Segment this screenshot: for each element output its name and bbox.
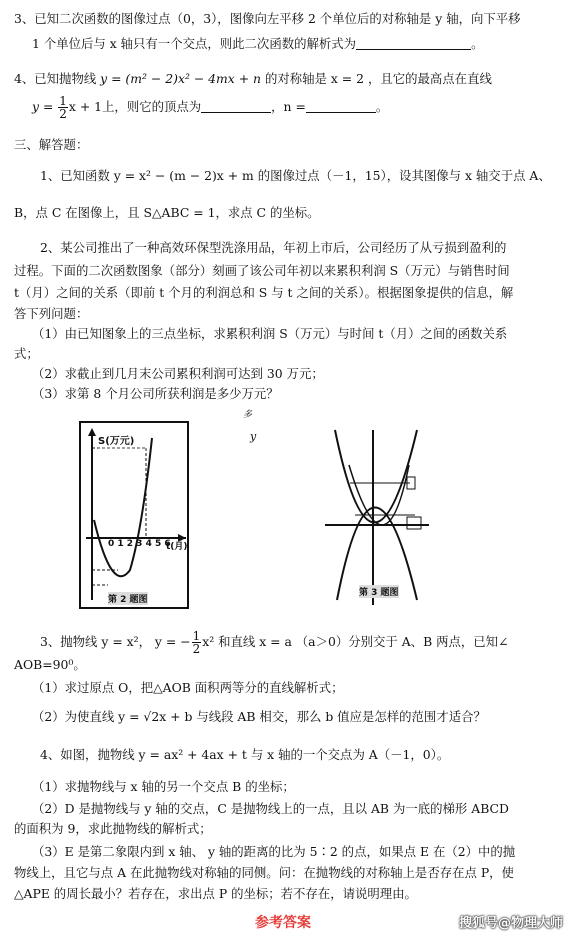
profit-graph: [78, 420, 190, 610]
n-blank: [306, 100, 376, 113]
p2-sub1b: 式；: [14, 346, 39, 361]
p2-line4: 答下列问题：: [14, 306, 89, 321]
p4-sub3a: （3）E 是第二象限内到 x 轴、 y 轴的距离的比为 5∶2 的点，如果点 E 在（2）中的抛: [32, 844, 516, 859]
p4-sub3b: 物线上，且它与点 A 在此抛物线对称轴的同侧。问：在抛物线的对称轴上是否存在点 P，使: [14, 865, 514, 880]
p2-sub2: （2）求截止到几月末公司累积利润可达到 30 万元；: [32, 366, 324, 381]
p4-line1: 4、如图，抛物线 y = ax² + 4ax + t 与 x 轴的一个交点为 A（－1，0）。: [40, 747, 450, 762]
p3-text-post: x² 和直线 x = a （a＞0）分别交于 A、B 两点，已知∠: [202, 634, 509, 649]
figure-mark-y: y: [250, 430, 257, 443]
parabola-graph: [325, 425, 430, 610]
p3-text: 3、抛物线 y = x²， y = −: [40, 634, 191, 649]
fraction-denominator: 2: [59, 107, 67, 121]
p1-line2: B，点 C 在图像上，且 S△ABC = 1，求点 C 的坐标。: [14, 205, 320, 220]
fraction-numerator: 1: [59, 94, 67, 108]
q4-text-post: 的对称轴是 x = 2 ，且它的最高点在直线: [261, 71, 492, 86]
fraction-numerator: 1: [192, 629, 201, 643]
q3-line2-text: 1 个单位后与 x 轴只有一个交点，则此二次函数的解析式为: [32, 36, 357, 51]
watermark: 搜狐号@物理大师: [458, 916, 563, 931]
q4-n-label: ，n =: [271, 99, 306, 114]
p3-sub1: （1）求过原点 O，把△AOB 面积两等分的直线解析式；: [32, 680, 344, 695]
answer-title: 参考答案: [255, 915, 311, 931]
p4-sub2b: 的面积为 9，求此抛物线的解析式；: [14, 821, 212, 836]
s-axis-label: S(万元): [98, 436, 135, 447]
q4-expression: y = (m² − 2)x² − 4mx + n: [100, 71, 262, 86]
p2-sub3: （3）求第 8 个月公司所获利润是多少万元？: [32, 386, 279, 401]
q4-text: 4、已知抛物线: [14, 71, 101, 86]
t-axis-label: t(月): [166, 542, 188, 552]
p2-line3: t（月）之间的关系（即前 t 个月的利润总和 S 与 t 之间的关系）。根据图象提供的信息，解: [14, 285, 514, 300]
profit-graph-figure: [78, 420, 190, 610]
q4-line1: [14, 72, 492, 87]
p4-sub3c: △APE 的周长最小？若存在，求出点 P 的坐标；若不存在，请说明理由。: [14, 886, 417, 901]
answer-blank: [356, 37, 471, 50]
p4-sub1: （1）求抛物线与 x 轴的另一个交点 B 的坐标；: [32, 779, 295, 794]
p3-sub2: （2）为使直线 y = √2x + b 与线段 AB 相交，那么 b 值应是怎样的范围才适合？: [32, 709, 486, 724]
p3-line1: [40, 630, 508, 655]
parabola-figure: [325, 425, 430, 610]
t-axis-ticks: 0 1 2 3 4 5 6: [108, 539, 171, 549]
q4-line2-y: y =: [32, 99, 58, 114]
p1-line1: 1、已知函数 y = x² − (m − 2)x + m 的图像过点（－1，15），设其图像与 x 轴交于点 A、: [40, 168, 551, 183]
right-figure-caption: 第 3 题图: [359, 585, 399, 598]
q4-line2: y = $\frac{1}{2}$ x + 1上，则它的顶点为 ，n = 。: [32, 94, 389, 121]
fraction-denominator: 2: [192, 642, 201, 656]
p3-line2: AOB=90⁰。: [14, 657, 86, 672]
fraction: [58, 95, 68, 120]
p2-sub1a: （1）由已知图象上的三点坐标，求累积利润 S（万元）与时间 t（月）之间的函数关系: [32, 326, 508, 341]
p4-sub2a: （2）D 是抛物线与 y 轴的交点，C 是抛物线上的一点，且以 AB 为一底的梯形 ABCD: [32, 801, 509, 816]
left-figure-caption: 第 2 题图: [108, 592, 148, 605]
p2-line1: 2、某公司推出了一种高效环保型洗涤用品，年初上市后，公司经历了从亏损到盈利的: [40, 240, 507, 255]
figure-mark: 多: [243, 410, 253, 420]
section-heading: 三、解答题：: [14, 137, 89, 152]
p2-line2: 过程。下面的二次函数图象（部分）刻画了该公司年初以来累积利润 S（万元）与销售时间: [14, 263, 510, 278]
fraction: [192, 630, 202, 655]
q3-line2: 1 个单位后与 x 轴只有一个交点，则此二次函数的解析式为 。: [32, 36, 484, 51]
q4-line2-text: x + 1上，则它的顶点为: [68, 99, 202, 114]
q3-line1: 3、已知二次函数的图像过点（0，3），图像向左平移 2 个单位后的对称轴是 y 轴，向下平移: [14, 11, 521, 26]
vertex-blank: [201, 100, 271, 113]
